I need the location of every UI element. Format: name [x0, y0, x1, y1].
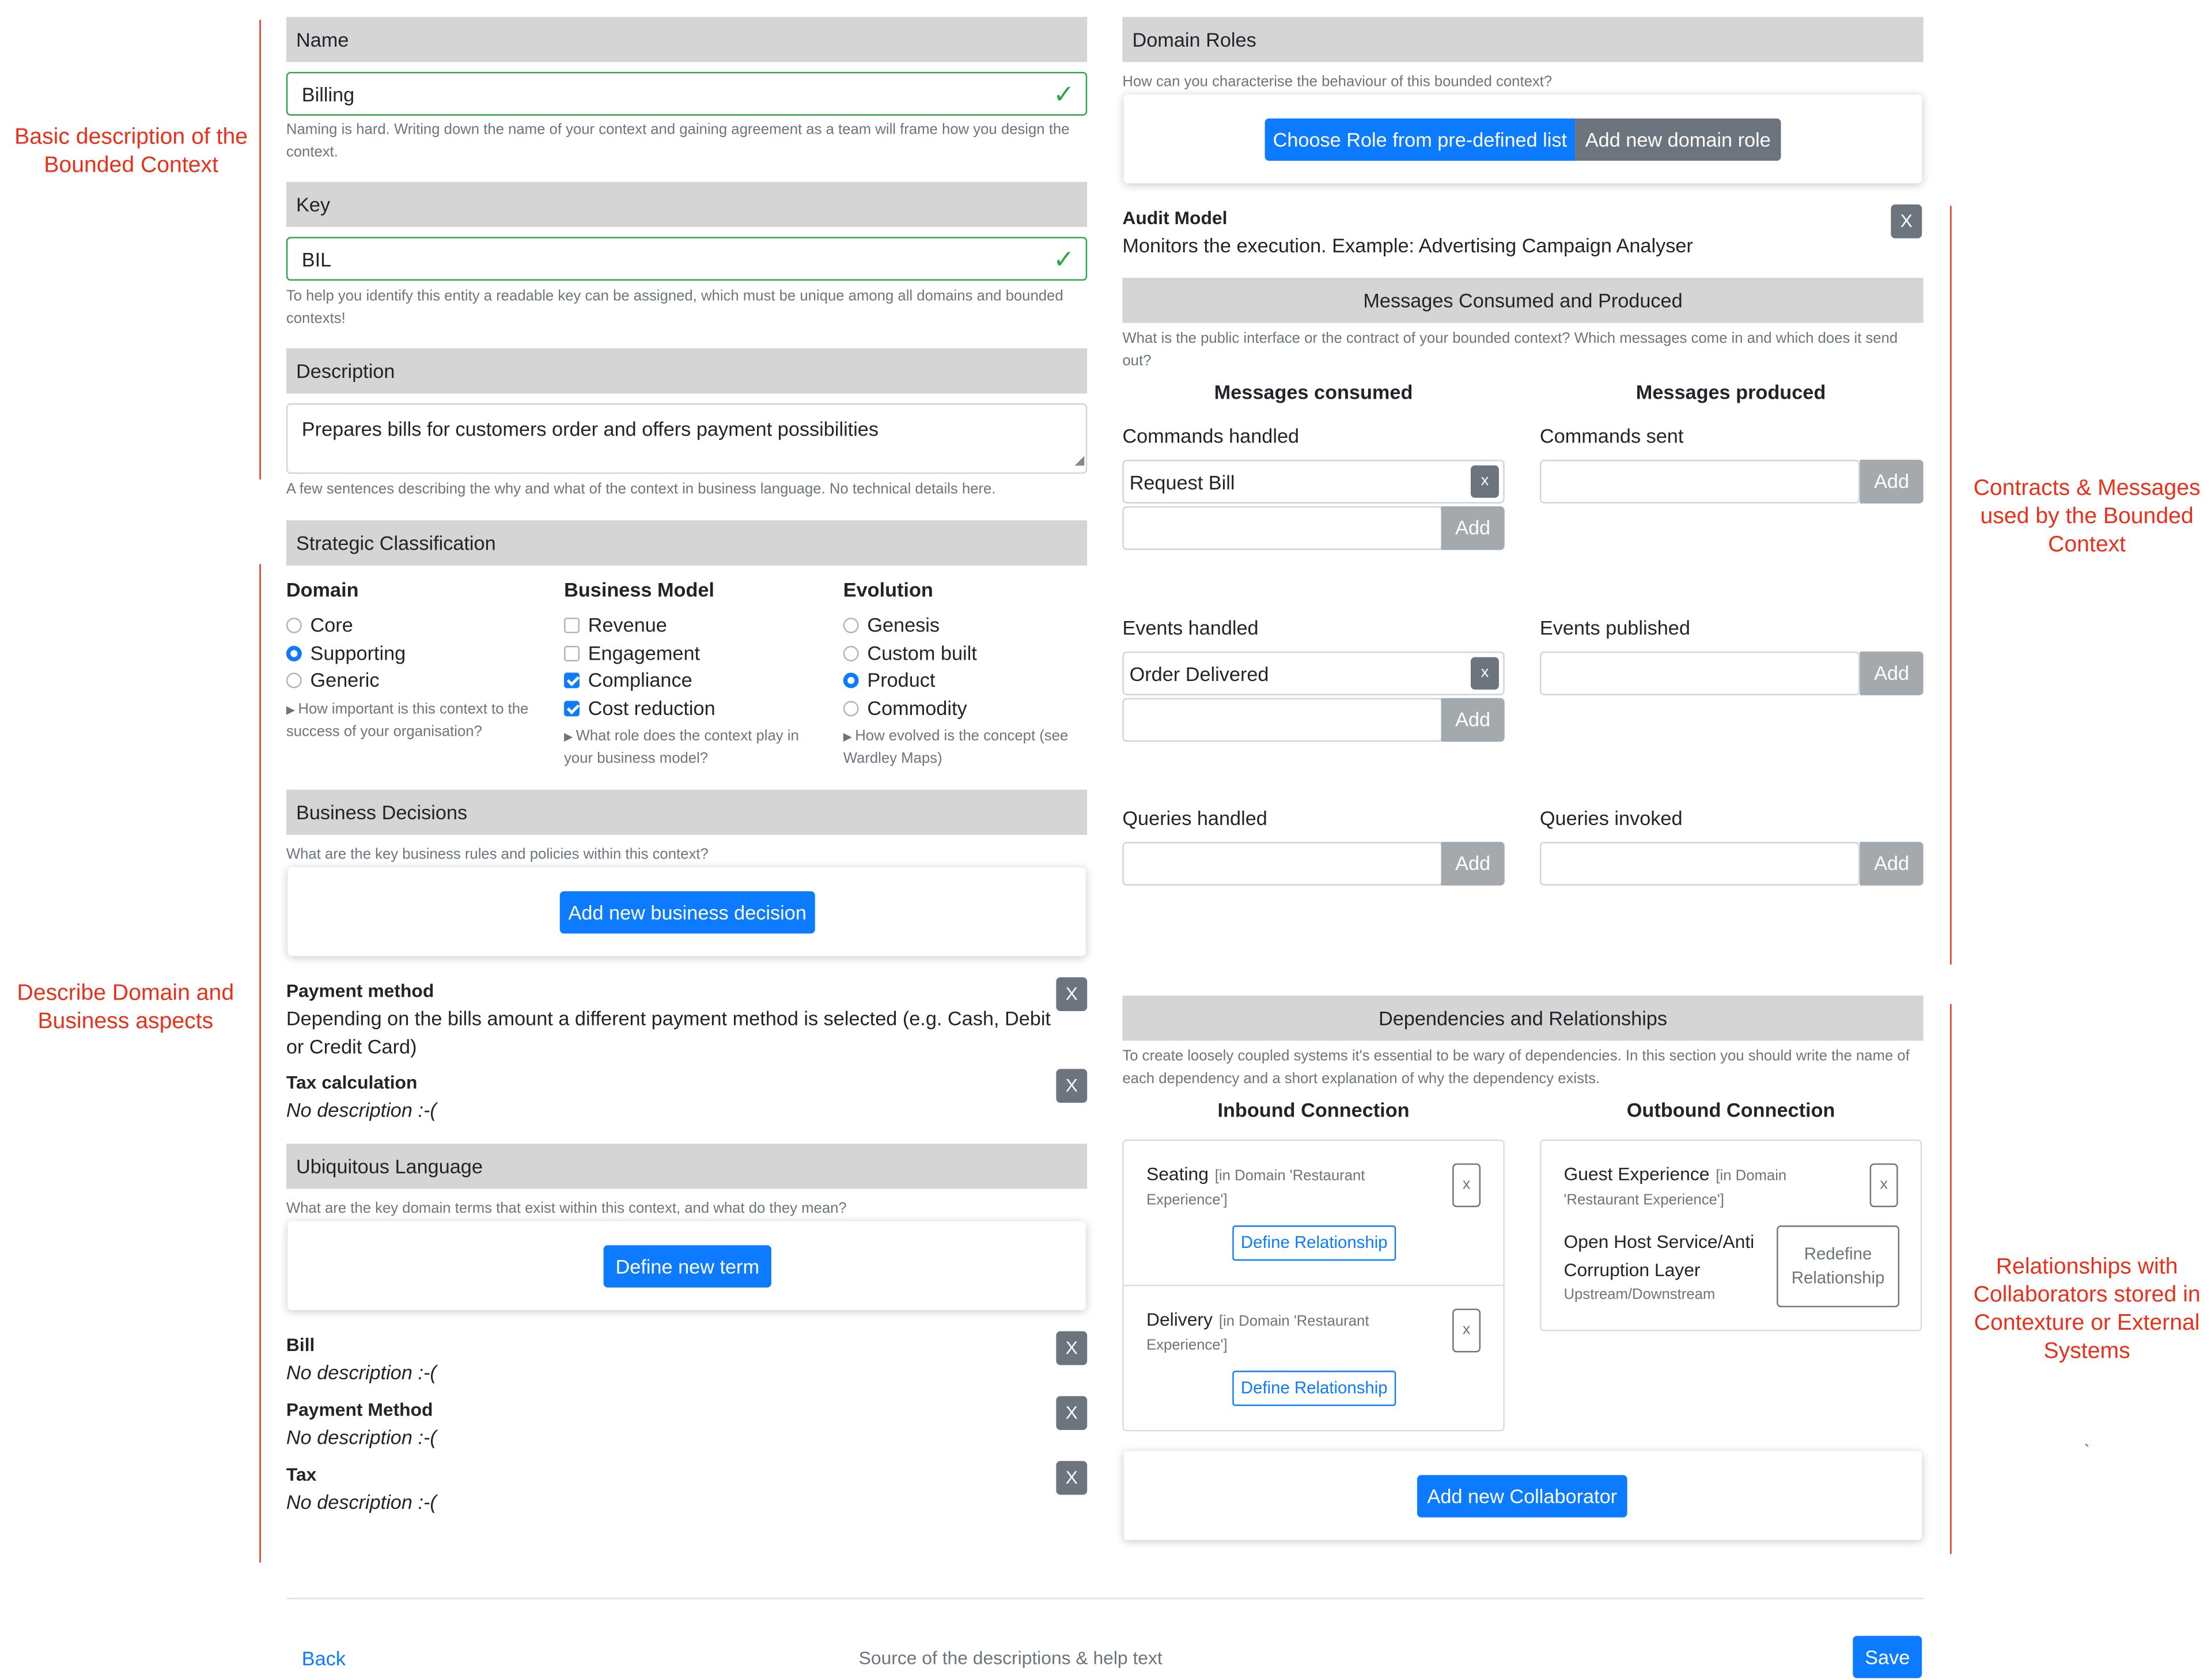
- remove-term-button[interactable]: X: [1056, 1461, 1087, 1495]
- annotation-basic: Basic description of the Bounded Context: [14, 125, 248, 178]
- collaborator-domain: [in Domain 'Restaurant Experience']: [1563, 1167, 1787, 1209]
- add-command-button[interactable]: Add: [1441, 506, 1505, 550]
- choose-role-button[interactable]: Choose Role from pre-defined list: [1265, 119, 1575, 161]
- business-model-title: Business Model: [564, 578, 714, 601]
- outbound-item: [1563, 1163, 1860, 1211]
- term-description: No description :-(: [286, 1361, 437, 1384]
- name-field[interactable]: [286, 72, 1087, 116]
- decision-title: Payment method: [286, 980, 434, 1001]
- add-event-published-button[interactable]: Add: [1860, 652, 1924, 695]
- collaborator-name: Seating: [1146, 1163, 1209, 1185]
- business-option-engagement[interactable]: Engagement: [564, 640, 700, 668]
- events-handled-label: Events handled: [1122, 616, 1259, 639]
- radio[interactable]: [843, 701, 859, 717]
- new-query-invoked-input[interactable]: [1540, 842, 1860, 886]
- description-textarea[interactable]: [286, 403, 1087, 474]
- add-event-button[interactable]: Add: [1441, 698, 1505, 742]
- radio-selected[interactable]: [286, 646, 302, 661]
- inbound-item: [1146, 1308, 1443, 1356]
- description-header: Description: [286, 349, 1087, 393]
- checkbox[interactable]: [564, 646, 580, 661]
- evolution-hint[interactable]: ▶ How evolved is the concept (see Wardley Maps): [843, 728, 1069, 767]
- checkbox-checked[interactable]: [564, 701, 580, 717]
- back-link[interactable]: Back: [301, 1647, 346, 1670]
- inbound-divider: [1124, 1285, 1503, 1286]
- business-option-compliance[interactable]: Compliance: [564, 667, 692, 695]
- command-item-text: Request Bill: [1129, 471, 1235, 494]
- name-help: Naming is hard. Writing down the name of your context and gaining agreement as a team will frame how you design the context.: [286, 121, 1070, 160]
- add-collaborator-button[interactable]: Add new Collaborator: [1417, 1475, 1627, 1517]
- add-business-decision-button[interactable]: Add new business decision: [560, 891, 815, 933]
- annotation-line-contracts: [1950, 206, 1951, 964]
- term-description: No description :-(: [286, 1425, 437, 1448]
- command-item: [1122, 460, 1504, 504]
- annotation-tick: `: [2084, 1441, 2090, 1461]
- collaborator-domain: [in Domain 'Restaurant Experience']: [1146, 1167, 1365, 1209]
- footer-divider: [286, 1598, 1924, 1599]
- collaborator-domain: [in Domain 'Restaurant Experience']: [1146, 1312, 1369, 1354]
- checkbox-checked[interactable]: [564, 673, 580, 688]
- outbound-title: Outbound Connection: [1626, 1098, 1835, 1121]
- event-item: [1122, 652, 1504, 695]
- domain-option-core[interactable]: Core: [286, 612, 353, 640]
- define-relationship-button[interactable]: Define Relationship: [1232, 1371, 1396, 1406]
- description-help: A few sentences describing the why and what of the context in business language. No technical details here.: [286, 480, 996, 498]
- decision-description: Depending on the bills amount a different payment method is selected (e.g. Cash, Debit or Credit Card): [286, 1007, 1051, 1057]
- remove-decision-button[interactable]: X: [1056, 977, 1087, 1011]
- annotation-relationships: Relationships with Collaborators stored in Contexture or External Systems: [1973, 1255, 2201, 1364]
- key-header: Key: [286, 182, 1087, 227]
- evolution-option-product[interactable]: Product: [843, 667, 936, 695]
- queries-handled-label: Queries handled: [1122, 807, 1267, 830]
- define-term-button[interactable]: Define new term: [604, 1245, 771, 1287]
- radio[interactable]: [843, 618, 859, 633]
- name-header: Name: [286, 17, 1087, 62]
- relationship-type: Upstream/Downstream: [1563, 1286, 1716, 1303]
- business-hint[interactable]: ▶ What role does the context play in your business model?: [564, 728, 799, 767]
- collaborator-name: Delivery: [1146, 1308, 1213, 1330]
- term-title: Payment Method: [286, 1399, 433, 1420]
- add-domain-role-button[interactable]: Add new domain role: [1575, 119, 1781, 161]
- event-item-text: Order Delivered: [1129, 663, 1269, 686]
- role-description: Monitors the execution. Example: Advertising Campaign Analyser: [1122, 234, 1693, 257]
- domain-option-supporting[interactable]: Supporting: [286, 640, 406, 668]
- remove-inbound-button[interactable]: x: [1452, 1163, 1481, 1207]
- checkbox[interactable]: [564, 618, 580, 633]
- save-button[interactable]: Save: [1853, 1636, 1922, 1678]
- relationship-pattern: Open Host Service/Anti Corruption Layer: [1563, 1231, 1755, 1280]
- valid-check-icon: ✓: [1053, 80, 1075, 109]
- role-title: Audit Model: [1122, 207, 1228, 229]
- new-command-input[interactable]: [1122, 506, 1443, 550]
- term-title: Tax: [286, 1463, 317, 1485]
- evolution-option-commodity[interactable]: Commodity: [843, 695, 967, 723]
- business-option-cost-reduction[interactable]: Cost reduction: [564, 695, 715, 723]
- annotation-line-basic: [259, 20, 260, 479]
- language-help: What are the key domain terms that exist within this context, and what do they mean?: [286, 1200, 847, 1217]
- add-query-handled-button[interactable]: Add: [1441, 842, 1505, 886]
- new-event-published-input[interactable]: [1540, 652, 1860, 695]
- messages-header: Messages Consumed and Produced: [1122, 278, 1923, 323]
- term-description: No description :-(: [286, 1490, 437, 1513]
- inbound-item: [1146, 1163, 1443, 1211]
- language-header: Ubiquitous Language: [286, 1144, 1087, 1189]
- define-relationship-button[interactable]: Define Relationship: [1232, 1225, 1396, 1261]
- new-query-handled-input[interactable]: [1122, 842, 1443, 886]
- messages-consumed-title: Messages consumed: [1214, 380, 1413, 404]
- annotation-line-domain: [259, 564, 260, 1562]
- evolution-option-custom-built[interactable]: Custom built: [843, 640, 977, 668]
- new-command-sent-input[interactable]: [1540, 460, 1860, 504]
- radio[interactable]: [286, 618, 302, 633]
- evolution-title: Evolution: [843, 578, 933, 601]
- remove-term-button[interactable]: X: [1056, 1396, 1087, 1430]
- decision-title: Tax calculation: [286, 1072, 418, 1093]
- source-link[interactable]: Source of the descriptions & help text: [858, 1647, 1163, 1668]
- commands-handled-label: Commands handled: [1122, 424, 1300, 447]
- valid-check-icon: ✓: [1053, 245, 1075, 274]
- remove-decision-button[interactable]: X: [1056, 1069, 1087, 1103]
- key-value: BIL: [301, 248, 332, 271]
- decision-description: No description :-(: [286, 1098, 437, 1121]
- redefine-relationship-button[interactable]: Redefine Relationship: [1777, 1225, 1899, 1307]
- domain-hint[interactable]: ▶ How important is this context to the success of your organisation?: [286, 701, 529, 740]
- radio-selected[interactable]: [843, 673, 859, 688]
- remove-command-button[interactable]: x: [1471, 466, 1499, 498]
- annotation-contracts: Contracts & Messages used by the Bounded Context: [1973, 476, 2201, 557]
- domain-option-generic[interactable]: Generic: [286, 667, 380, 695]
- key-field[interactable]: [286, 237, 1087, 281]
- key-help: To help you identify this entity a readable key can be assigned, which must be unique among all domains and bounded contexts!: [286, 287, 1063, 327]
- messages-produced-title: Messages produced: [1635, 380, 1826, 404]
- triangle-right-icon: ▶: [286, 703, 298, 717]
- resize-handle-icon[interactable]: ◢: [1074, 452, 1085, 467]
- radio[interactable]: [286, 673, 302, 688]
- business-option-revenue[interactable]: Revenue: [564, 612, 667, 640]
- queries-invoked-label: Queries invoked: [1539, 807, 1683, 830]
- inbound-title: Inbound Connection: [1217, 1098, 1410, 1121]
- remove-term-button[interactable]: X: [1056, 1331, 1087, 1365]
- annotation-line-relationships: [1950, 1004, 1951, 1554]
- decisions-help: What are the key business rules and policies within this context?: [286, 846, 709, 863]
- remove-role-button[interactable]: X: [1891, 205, 1922, 239]
- collaborator-name: Guest Experience: [1563, 1163, 1710, 1185]
- description-value: Prepares bills for customers order and offers payment possibilities: [301, 417, 879, 440]
- evolution-option-genesis[interactable]: Genesis: [843, 612, 940, 640]
- remove-event-button[interactable]: x: [1471, 657, 1499, 690]
- remove-outbound-button[interactable]: x: [1870, 1163, 1898, 1207]
- dependencies-header: Dependencies and Relationships: [1122, 996, 1923, 1040]
- events-published-label: Events published: [1539, 616, 1690, 639]
- commands-sent-label: Commands sent: [1539, 424, 1684, 447]
- radio[interactable]: [843, 646, 859, 661]
- messages-help: What is the public interface or the contract of your bounded context? Which messages come in and which does it send out?: [1122, 330, 1898, 369]
- remove-inbound-button[interactable]: x: [1452, 1308, 1481, 1352]
- decisions-header: Business Decisions: [286, 790, 1087, 835]
- annotation-domain: Describe Domain and Business aspects: [17, 981, 234, 1034]
- dependencies-help: To create loosely coupled systems it's essential to be wary of dependencies. In this section you should write the name of each dependency and a short explanation of why the dependency exists.: [1122, 1047, 1910, 1087]
- roles-header: Domain Roles: [1122, 17, 1923, 62]
- term-title: Bill: [286, 1334, 315, 1356]
- triangle-right-icon: ▶: [564, 730, 576, 743]
- add-query-invoked-button[interactable]: Add: [1860, 842, 1924, 886]
- domain-title: Domain: [286, 578, 359, 601]
- triangle-right-icon: ▶: [843, 730, 855, 743]
- name-value: Billing: [301, 83, 355, 106]
- new-event-input[interactable]: [1122, 698, 1443, 742]
- classification-header: Strategic Classification: [286, 520, 1087, 565]
- roles-help: How can you characterise the behaviour of this bounded context?: [1122, 73, 1553, 90]
- add-command-sent-button[interactable]: Add: [1860, 460, 1924, 504]
